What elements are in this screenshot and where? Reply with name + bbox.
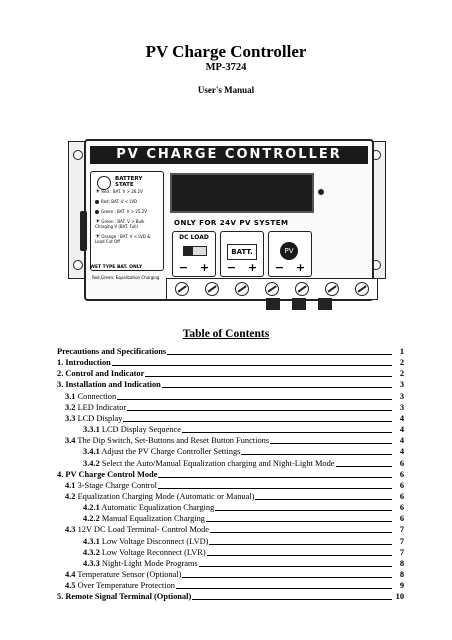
terminal-tab — [266, 298, 280, 310]
toc-leader-line — [123, 421, 392, 422]
screw-terminal-icon — [325, 282, 339, 296]
toc-entry-number: 3.4.1 — [83, 447, 100, 457]
toc-entry[interactable] — [0, 402, 452, 413]
led-legend-item — [95, 190, 161, 195]
toc-entry-number: 4. — [57, 469, 64, 479]
screw-terminal-icon — [265, 282, 279, 296]
screw-terminal-icon — [355, 282, 369, 296]
lcd-display — [170, 173, 314, 213]
toc-page-number: 4 — [399, 447, 404, 457]
led-legend-item — [95, 200, 161, 205]
plus-sign: + — [199, 261, 210, 274]
toc-leader-line — [145, 376, 392, 377]
toc-leader-line — [199, 566, 392, 567]
toc-page-number: 3 — [399, 380, 404, 390]
toc-entry[interactable] — [0, 458, 452, 469]
toc-entry[interactable] — [0, 491, 452, 502]
toc-leader-line — [207, 555, 392, 556]
led-legend-text: Green : BAT. V > Bulk Charging V (BAT. Full) — [95, 219, 145, 229]
toc-entry-text: PV Charge Control Mode — [63, 469, 158, 479]
toc-entry-text: Select the Auto/Manual Equalization charging and Night-Light Mode — [99, 458, 335, 468]
toc-entry-number: 4.3 — [65, 525, 76, 535]
toc-entry-number: 4.2.1 — [83, 503, 100, 513]
toc-page-number: 6 — [399, 458, 404, 468]
toc-leader-line — [192, 599, 392, 600]
toc-leader-line — [117, 399, 392, 400]
battery-state-heading: BATTERY STATE — [115, 176, 143, 188]
led-legend-text: Red: BAT. V < LVD — [101, 199, 138, 204]
device-banner: PV CHARGE CONTROLLER — [90, 146, 368, 164]
system-voltage-label: ONLY FOR 24V PV SYSTEM — [174, 219, 289, 227]
toc-entry-text: Adjust the PV Charge Controller Settings — [99, 447, 241, 457]
led-sun-icon: ☀ — [95, 218, 101, 225]
toc-page-number: 4 — [399, 436, 404, 446]
led-sun-icon: ☀ — [95, 188, 101, 195]
toc-entry-text: Low Voltage Reconnect (LVR) — [99, 547, 206, 557]
toc-entry-number: 3.4.2 — [83, 458, 100, 468]
screw-terminal-icon — [205, 282, 219, 296]
toc-entry[interactable] — [0, 502, 452, 513]
toc-entry-text: Automatic Equalization Charging — [99, 503, 215, 513]
toc-entry-number: 4.2.2 — [83, 514, 100, 524]
terminal-tab — [292, 298, 306, 310]
toc-entry-text: The Dip Switch, Set-Buttons and Reset Button Functions — [75, 436, 270, 446]
dc-load-panel — [172, 231, 216, 277]
toc-entry-number: 4.1 — [65, 480, 76, 490]
toc-entry-text: Low Voltage Disconnect (LVD) — [99, 536, 209, 546]
toc-entry-text: Over Temperature Protection — [75, 581, 175, 591]
led-dot-icon — [95, 200, 99, 204]
toc-entry-number: 3.2 — [65, 402, 76, 412]
toc-page-number: 7 — [399, 536, 404, 546]
batt-label: BATT. — [227, 244, 257, 260]
toc-page-number: 6 — [399, 491, 404, 501]
toc-leader-line — [270, 443, 392, 444]
battery-state-panel — [90, 171, 164, 271]
plus-sign: + — [295, 261, 306, 274]
toc-entry[interactable] — [0, 580, 452, 591]
toc-entry[interactable] — [0, 524, 452, 535]
toc-entry-number: 1. — [57, 358, 64, 368]
minus-sign: − — [178, 261, 189, 274]
toc-leader-line — [241, 454, 392, 455]
toc-entry[interactable] — [0, 424, 452, 435]
toc-leader-line — [210, 532, 392, 533]
toc-leader-line — [162, 387, 392, 388]
toc-entry[interactable] — [0, 391, 452, 402]
toc-page-number: 7 — [399, 547, 404, 557]
toc-entry-number: 3. — [57, 380, 64, 390]
toc-page-number: 9 — [399, 581, 404, 591]
toc-leader-line — [127, 410, 392, 411]
toc-page-number: 2 — [399, 369, 404, 379]
battery-panel — [220, 231, 264, 277]
terminal-tab — [318, 298, 332, 310]
toc-page-number: 8 — [399, 570, 404, 579]
toc-page-number: 3 — [399, 391, 404, 401]
toc-entry-number: 3.1 — [65, 391, 76, 401]
toc-leader-line — [206, 521, 392, 522]
toc-entry-text: Manual Equalization Charging — [99, 514, 205, 524]
model-number: MP-3724 — [205, 62, 247, 73]
toc-entry-text: LED Indicator — [75, 402, 127, 412]
toc-page-number: 4 — [399, 425, 404, 435]
toc-entry-number: 4.3.1 — [83, 536, 100, 546]
toc-page-number: 6 — [399, 514, 404, 524]
toc-entry[interactable] — [0, 413, 452, 424]
toc-entry-number: 3.3 — [65, 413, 76, 423]
dc-load-label: DC LOAD — [179, 234, 209, 241]
equalization-note: Red,Green: Equalization Charging — [92, 275, 160, 280]
toc-entry-number: 2. — [57, 369, 64, 379]
toc-entry[interactable] — [0, 368, 452, 379]
led-sun-icon: ☀ — [95, 233, 101, 240]
side-slot — [80, 211, 87, 251]
terminal-block — [166, 278, 378, 300]
toc-entry-number: 4.3.2 — [83, 547, 100, 557]
pv-sun-icon: PV — [280, 242, 298, 260]
toc-page-number: 8 — [399, 558, 404, 568]
toc-entry[interactable] — [0, 435, 452, 446]
toc-entry[interactable] — [0, 513, 452, 524]
toc-entry-text: Precautions and Specifications — [57, 347, 167, 356]
toc-leader-line — [158, 488, 392, 489]
controller-body — [84, 139, 374, 301]
led-legend-text: Red : BAT. V > 26.2V — [101, 189, 143, 194]
toc-leader-line — [336, 466, 392, 467]
toc-entry-text: Temperature Sensor (Optional) — [75, 570, 182, 579]
toc-entry[interactable] — [0, 357, 452, 368]
toc-entry[interactable] — [0, 558, 452, 569]
toc-entry-text: 12V DC Load Terminal- Control Mode — [75, 525, 210, 535]
document-title: PV Charge Controller — [145, 42, 307, 61]
toc-entry[interactable] — [0, 480, 452, 491]
toc-page-number: 6 — [399, 469, 404, 479]
toc-page-number: 10 — [395, 592, 404, 602]
screw-terminal-icon — [175, 282, 189, 296]
toc-leader-line — [112, 365, 392, 366]
toc-entry-number: 4.2 — [65, 491, 76, 501]
minus-sign: − — [226, 261, 237, 274]
toc-entry-number: 4.5 — [65, 581, 76, 591]
indicator-led-icon — [318, 189, 324, 195]
toc-entry[interactable] — [0, 379, 452, 390]
led-legend-text: Green : BAT. V > 25.2V — [101, 209, 147, 214]
toc-entry-text: LCD Display — [75, 413, 123, 423]
pv-panel — [268, 231, 312, 277]
toc-entry-number: 4.3.3 — [83, 558, 100, 568]
toc-entry-text: 3-Stage Charge Control — [75, 480, 157, 490]
mounting-hole — [73, 260, 83, 270]
toc-page-number: 6 — [399, 480, 404, 490]
toc-entry-number: 3.3.1 — [83, 425, 100, 435]
toc-entry-text: Equalization Charging Mode (Automatic or Manual) — [75, 491, 255, 501]
toc-entry[interactable] — [0, 469, 452, 480]
dc-load-switch-icon — [183, 246, 207, 256]
toc-entry-text: Introduction — [63, 358, 111, 368]
screw-terminal-icon — [235, 282, 249, 296]
toc-page-number: 4 — [399, 413, 404, 423]
toc-entry-text: Installation and Indication — [63, 380, 161, 390]
toc-entry[interactable] — [0, 446, 452, 457]
toc-entry-number: 3.4 — [65, 436, 76, 446]
toc-entry-number: 4.4 — [65, 570, 76, 579]
toc-entry[interactable] — [0, 547, 452, 558]
plus-sign: + — [247, 261, 258, 274]
led-legend-text: Orange : BAT. V < LVD & Load Cut Off — [95, 234, 151, 244]
toc-entry-text: Remote Signal Terminal (Optional) — [63, 592, 192, 602]
toc-leader-line — [182, 577, 392, 578]
led-legend-item — [95, 235, 161, 244]
toc-entry-text: Night-Light Mode Programs — [99, 558, 198, 568]
led-dot-icon — [95, 210, 99, 214]
mounting-hole — [73, 150, 83, 160]
toc-leader-line — [215, 510, 392, 511]
toc-page-number: 1 — [399, 347, 404, 356]
toc-entry-text: LCD Display Sequence — [99, 425, 181, 435]
toc-entry-text: Control and Indicator — [63, 369, 145, 379]
toc-page-number: 2 — [399, 358, 404, 368]
minus-sign: − — [274, 261, 285, 274]
manual-subtitle: User's Manual — [197, 85, 255, 95]
toc-entry-text: Connection — [75, 391, 117, 401]
toc-leader-line — [167, 354, 392, 355]
toc-title: Table of Contents — [182, 328, 270, 340]
toc-leader-line — [158, 477, 392, 478]
toc-entry[interactable] — [0, 346, 452, 357]
toc-leader-line — [182, 432, 392, 433]
toc-entry[interactable] — [0, 569, 452, 580]
toc-leader-line — [255, 499, 392, 500]
battery-type-label: WET TYPE BAT. ONLY — [90, 265, 143, 270]
toc-page-number: 7 — [399, 525, 404, 535]
toc-leader-line — [209, 544, 392, 545]
toc-entry[interactable] — [0, 591, 452, 602]
charge-controller-illustration — [68, 127, 386, 319]
toc-entry-number: 5. — [57, 592, 64, 602]
screw-terminal-icon — [295, 282, 309, 296]
toc-leader-line — [176, 588, 392, 589]
toc-entry[interactable] — [0, 536, 452, 547]
led-legend-item — [95, 210, 161, 215]
toc-page-number: 6 — [399, 503, 404, 513]
toc-page-number: 3 — [399, 402, 404, 412]
led-legend-item — [95, 220, 161, 229]
